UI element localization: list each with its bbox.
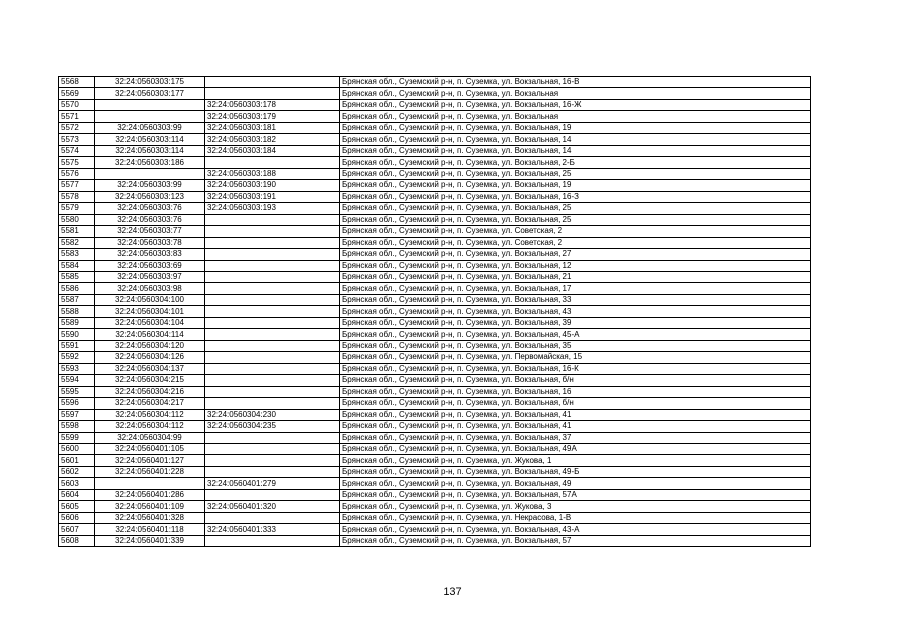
related-cadastral-number-cell: 32:24:0560304:230 <box>205 409 340 420</box>
cadastral-number-cell: 32:24:0560401:328 <box>95 512 205 523</box>
row-number-cell: 5575 <box>59 157 95 168</box>
address-cell: Брянская обл., Суземский р-н, п. Суземка, ул. Вокзальная, 35 <box>340 340 811 351</box>
table-row <box>59 421 811 432</box>
address-cell: Брянская обл., Суземский р-н, п. Суземка, ул. Вокзальная, 19 <box>340 122 811 133</box>
row-number-cell: 5585 <box>59 271 95 282</box>
address-cell: Брянская обл., Суземский р-н, п. Суземка, ул. Вокзальная, 21 <box>340 271 811 282</box>
related-cadastral-number-cell <box>205 352 340 363</box>
related-cadastral-number-cell <box>205 317 340 328</box>
related-cadastral-number-cell <box>205 466 340 477</box>
related-cadastral-number-cell: 32:24:0560303:193 <box>205 203 340 214</box>
table-row <box>59 168 811 179</box>
address-cell: Брянская обл., Суземский р-н, п. Суземка, ул. Вокзальная, 43 <box>340 306 811 317</box>
table-row <box>59 466 811 477</box>
cadastral-number-cell <box>95 168 205 179</box>
address-cell: Брянская обл., Суземский р-н, п. Суземка, ул. Вокзальная, 25 <box>340 168 811 179</box>
row-number-cell: 5596 <box>59 398 95 409</box>
address-cell: Брянская обл., Суземский р-н, п. Суземка, ул. Вокзальная, 43-А <box>340 524 811 535</box>
cadastral-number-cell: 32:24:0560303:177 <box>95 88 205 99</box>
related-cadastral-number-cell <box>205 340 340 351</box>
row-number-cell: 5602 <box>59 466 95 477</box>
cadastral-number-cell <box>95 111 205 122</box>
table-row <box>59 489 811 500</box>
table-row <box>59 398 811 409</box>
row-number-cell: 5597 <box>59 409 95 420</box>
related-cadastral-number-cell: 32:24:0560303:179 <box>205 111 340 122</box>
related-cadastral-number-cell <box>205 294 340 305</box>
row-number-cell: 5607 <box>59 524 95 535</box>
address-cell: Брянская обл., Суземский р-н, п. Суземка, ул. Советская, 2 <box>340 237 811 248</box>
address-cell: Брянская обл., Суземский р-н, п. Суземка, ул. Вокзальная, 14 <box>340 134 811 145</box>
page-number: 137 <box>443 586 462 598</box>
table-row <box>59 271 811 282</box>
row-number-cell: 5584 <box>59 260 95 271</box>
row-number-cell: 5574 <box>59 145 95 156</box>
row-number-cell: 5570 <box>59 99 95 110</box>
cadastral-number-cell: 32:24:0560304:112 <box>95 421 205 432</box>
address-cell: Брянская обл., Суземский р-н, п. Суземка, ул. Вокзальная, 37 <box>340 432 811 443</box>
related-cadastral-number-cell <box>205 329 340 340</box>
table-row <box>59 111 811 122</box>
address-cell: Брянская обл., Суземский р-н, п. Суземка, ул. Вокзальная, 57А <box>340 489 811 500</box>
cadastral-number-cell: 32:24:0560303:99 <box>95 122 205 133</box>
table-row <box>59 432 811 443</box>
address-cell: Брянская обл., Суземский р-н, п. Суземка, ул. Вокзальная, 17 <box>340 283 811 294</box>
table-row <box>59 363 811 374</box>
table-row <box>59 134 811 145</box>
row-number-cell: 5595 <box>59 386 95 397</box>
table-row <box>59 145 811 156</box>
related-cadastral-number-cell <box>205 398 340 409</box>
address-cell: Брянская обл., Суземский р-н, п. Суземка, ул. Вокзальная, 12 <box>340 260 811 271</box>
related-cadastral-number-cell: 32:24:0560303:178 <box>205 99 340 110</box>
table-row <box>59 99 811 110</box>
related-cadastral-number-cell <box>205 535 340 546</box>
table-row <box>59 478 811 489</box>
cadastral-number-cell: 32:24:0560303:186 <box>95 157 205 168</box>
table-row <box>59 214 811 225</box>
address-cell: Брянская обл., Суземский р-н, п. Суземка, ул. Жукова, 3 <box>340 501 811 512</box>
row-number-cell: 5604 <box>59 489 95 500</box>
cadastral-number-cell: 32:24:0560303:76 <box>95 203 205 214</box>
row-number-cell: 5592 <box>59 352 95 363</box>
address-cell: Брянская обл., Суземский р-н, п. Суземка, ул. Вокзальная, 16-К <box>340 363 811 374</box>
address-cell: Брянская обл., Суземский р-н, п. Суземка, ул. Вокзальная, 16-В <box>340 77 811 88</box>
table-row <box>59 329 811 340</box>
table-row <box>59 180 811 191</box>
address-cell: Брянская обл., Суземский р-н, п. Суземка, ул. Вокзальная, 16 <box>340 386 811 397</box>
table-row <box>59 77 811 88</box>
cadastral-number-cell: 32:24:0560401:105 <box>95 444 205 455</box>
row-number-cell: 5579 <box>59 203 95 214</box>
address-cell: Брянская обл., Суземский р-н, п. Суземка, ул. Вокзальная, 49-Б <box>340 466 811 477</box>
row-number-cell: 5583 <box>59 249 95 260</box>
address-cell: Брянская обл., Суземский р-н, п. Суземка, ул. Вокзальная, б/н <box>340 375 811 386</box>
table-row <box>59 352 811 363</box>
cadastral-number-cell: 32:24:0560401:109 <box>95 501 205 512</box>
table-row <box>59 340 811 351</box>
row-number-cell: 5598 <box>59 421 95 432</box>
address-cell: Брянская обл., Суземский р-н, п. Суземка, ул. Вокзальная, 49А <box>340 444 811 455</box>
cadastral-number-cell: 32:24:0560304:104 <box>95 317 205 328</box>
row-number-cell: 5601 <box>59 455 95 466</box>
address-cell: Брянская обл., Суземский р-н, п. Суземка, ул. Вокзальная, б/н <box>340 398 811 409</box>
row-number-cell: 5589 <box>59 317 95 328</box>
cadastral-number-cell: 32:24:0560304:100 <box>95 294 205 305</box>
row-number-cell: 5580 <box>59 214 95 225</box>
table-row <box>59 444 811 455</box>
related-cadastral-number-cell: 32:24:0560303:184 <box>205 145 340 156</box>
related-cadastral-number-cell <box>205 157 340 168</box>
related-cadastral-number-cell <box>205 432 340 443</box>
row-number-cell: 5605 <box>59 501 95 512</box>
address-cell: Брянская обл., Суземский р-н, п. Суземка, ул. Вокзальная, 25 <box>340 214 811 225</box>
row-number-cell: 5599 <box>59 432 95 443</box>
row-number-cell: 5573 <box>59 134 95 145</box>
related-cadastral-number-cell <box>205 386 340 397</box>
cadastral-number-cell: 32:24:0560303:76 <box>95 214 205 225</box>
table-row <box>59 88 811 99</box>
table-row <box>59 122 811 133</box>
cadastral-number-cell: 32:24:0560401:228 <box>95 466 205 477</box>
related-cadastral-number-cell: 32:24:0560401:279 <box>205 478 340 489</box>
row-number-cell: 5590 <box>59 329 95 340</box>
table-row <box>59 283 811 294</box>
address-cell: Брянская обл., Суземский р-н, п. Суземка, ул. Вокзальная, 41 <box>340 421 811 432</box>
address-cell: Брянская обл., Суземский р-н, п. Суземка, ул. Вокзальная <box>340 88 811 99</box>
address-cell: Брянская обл., Суземский р-н, п. Суземка, ул. Вокзальная, 49 <box>340 478 811 489</box>
cadastral-number-cell: 32:24:0560401:286 <box>95 489 205 500</box>
address-cell: Брянская обл., Суземский р-н, п. Суземка, ул. Вокзальная, 25 <box>340 203 811 214</box>
address-cell: Брянская обл., Суземский р-н, п. Суземка, ул. Вокзальная, 39 <box>340 317 811 328</box>
cadastral-number-cell: 32:24:0560304:101 <box>95 306 205 317</box>
related-cadastral-number-cell <box>205 455 340 466</box>
row-number-cell: 5591 <box>59 340 95 351</box>
cadastral-number-cell: 32:24:0560401:118 <box>95 524 205 535</box>
address-cell: Брянская обл., Суземский р-н, п. Суземка, ул. Советская, 2 <box>340 226 811 237</box>
related-cadastral-number-cell <box>205 306 340 317</box>
address-cell: Брянская обл., Суземский р-н, п. Суземка, ул. Вокзальная, 41 <box>340 409 811 420</box>
cadastral-number-cell: 32:24:0560304:112 <box>95 409 205 420</box>
related-cadastral-number-cell: 32:24:0560303:190 <box>205 180 340 191</box>
row-number-cell: 5577 <box>59 180 95 191</box>
address-cell: Брянская обл., Суземский р-н, п. Суземка, ул. Вокзальная, 16-Ж <box>340 99 811 110</box>
cadastral-number-cell: 32:24:0560304:114 <box>95 329 205 340</box>
table-row <box>59 535 811 546</box>
row-number-cell: 5572 <box>59 122 95 133</box>
property-table <box>58 76 811 547</box>
cadastral-number-cell: 32:24:0560304:120 <box>95 340 205 351</box>
address-cell: Брянская обл., Суземский р-н, п. Суземка, ул. Вокзальная, 14 <box>340 145 811 156</box>
related-cadastral-number-cell: 32:24:0560303:181 <box>205 122 340 133</box>
related-cadastral-number-cell <box>205 88 340 99</box>
cadastral-number-cell: 32:24:0560304:126 <box>95 352 205 363</box>
related-cadastral-number-cell <box>205 363 340 374</box>
address-cell: Брянская обл., Суземский р-н, п. Суземка, ул. Вокзальная, 16-З <box>340 191 811 202</box>
row-number-cell: 5578 <box>59 191 95 202</box>
cadastral-number-cell: 32:24:0560303:99 <box>95 180 205 191</box>
row-number-cell: 5571 <box>59 111 95 122</box>
related-cadastral-number-cell: 32:24:0560303:188 <box>205 168 340 179</box>
related-cadastral-number-cell: 32:24:0560401:320 <box>205 501 340 512</box>
address-cell: Брянская обл., Суземский р-н, п. Суземка, ул. Вокзальная, 57 <box>340 535 811 546</box>
property-table-body <box>59 77 811 547</box>
cadastral-number-cell: 32:24:0560304:137 <box>95 363 205 374</box>
related-cadastral-number-cell <box>205 489 340 500</box>
cadastral-number-cell: 32:24:0560304:216 <box>95 386 205 397</box>
address-cell: Брянская обл., Суземский р-н, п. Суземка, ул. Жукова, 1 <box>340 455 811 466</box>
related-cadastral-number-cell: 32:24:0560401:333 <box>205 524 340 535</box>
row-number-cell: 5600 <box>59 444 95 455</box>
cadastral-number-cell: 32:24:0560303:175 <box>95 77 205 88</box>
row-number-cell: 5586 <box>59 283 95 294</box>
cadastral-number-cell: 32:24:0560401:339 <box>95 535 205 546</box>
related-cadastral-number-cell <box>205 226 340 237</box>
address-cell: Брянская обл., Суземский р-н, п. Суземка, ул. Вокзальная, 19 <box>340 180 811 191</box>
table-row <box>59 455 811 466</box>
table-row <box>59 375 811 386</box>
address-cell: Брянская обл., Суземский р-н, п. Суземка, ул. Вокзальная, 27 <box>340 249 811 260</box>
cadastral-number-cell: 32:24:0560303:78 <box>95 237 205 248</box>
table-row <box>59 386 811 397</box>
cadastral-number-cell <box>95 478 205 489</box>
cadastral-number-cell: 32:24:0560401:127 <box>95 455 205 466</box>
row-number-cell: 5594 <box>59 375 95 386</box>
related-cadastral-number-cell <box>205 214 340 225</box>
table-row <box>59 501 811 512</box>
table-row <box>59 203 811 214</box>
row-number-cell: 5576 <box>59 168 95 179</box>
cadastral-number-cell: 32:24:0560304:99 <box>95 432 205 443</box>
cadastral-number-cell: 32:24:0560303:77 <box>95 226 205 237</box>
cadastral-number-cell: 32:24:0560303:97 <box>95 271 205 282</box>
related-cadastral-number-cell <box>205 283 340 294</box>
related-cadastral-number-cell <box>205 249 340 260</box>
related-cadastral-number-cell: 32:24:0560303:182 <box>205 134 340 145</box>
address-cell: Брянская обл., Суземский р-н, п. Суземка, ул. Вокзальная <box>340 111 811 122</box>
cadastral-number-cell: 32:24:0560303:114 <box>95 145 205 156</box>
table-row <box>59 226 811 237</box>
cadastral-number-cell: 32:24:0560303:83 <box>95 249 205 260</box>
related-cadastral-number-cell <box>205 77 340 88</box>
row-number-cell: 5588 <box>59 306 95 317</box>
cadastral-number-cell <box>95 99 205 110</box>
related-cadastral-number-cell <box>205 271 340 282</box>
row-number-cell: 5582 <box>59 237 95 248</box>
related-cadastral-number-cell <box>205 375 340 386</box>
related-cadastral-number-cell <box>205 237 340 248</box>
row-number-cell: 5608 <box>59 535 95 546</box>
table-row <box>59 512 811 523</box>
cadastral-number-cell: 32:24:0560303:98 <box>95 283 205 294</box>
row-number-cell: 5603 <box>59 478 95 489</box>
table-row <box>59 237 811 248</box>
table-row <box>59 249 811 260</box>
table-row <box>59 409 811 420</box>
address-cell: Брянская обл., Суземский р-н, п. Суземка, ул. Вокзальная, 33 <box>340 294 811 305</box>
related-cadastral-number-cell: 32:24:0560303:191 <box>205 191 340 202</box>
cadastral-number-cell: 32:24:0560303:123 <box>95 191 205 202</box>
row-number-cell: 5581 <box>59 226 95 237</box>
cadastral-number-cell: 32:24:0560303:114 <box>95 134 205 145</box>
address-cell: Брянская обл., Суземский р-н, п. Суземка, ул. Первомайская, 15 <box>340 352 811 363</box>
address-cell: Брянская обл., Суземский р-н, п. Суземка, ул. Вокзальная, 2-Б <box>340 157 811 168</box>
table-row <box>59 191 811 202</box>
related-cadastral-number-cell: 32:24:0560304:235 <box>205 421 340 432</box>
row-number-cell: 5587 <box>59 294 95 305</box>
table-row <box>59 260 811 271</box>
cadastral-number-cell: 32:24:0560304:215 <box>95 375 205 386</box>
related-cadastral-number-cell <box>205 444 340 455</box>
table-row <box>59 317 811 328</box>
table-row <box>59 524 811 535</box>
row-number-cell: 5606 <box>59 512 95 523</box>
related-cadastral-number-cell <box>205 260 340 271</box>
address-cell: Брянская обл., Суземский р-н, п. Суземка, ул. Вокзальная, 45-А <box>340 329 811 340</box>
table-row <box>59 294 811 305</box>
row-number-cell: 5568 <box>59 77 95 88</box>
table-row <box>59 157 811 168</box>
row-number-cell: 5593 <box>59 363 95 374</box>
table-row <box>59 306 811 317</box>
address-cell: Брянская обл., Суземский р-н, п. Суземка, ул. Некрасова, 1-В <box>340 512 811 523</box>
cadastral-number-cell: 32:24:0560304:217 <box>95 398 205 409</box>
row-number-cell: 5569 <box>59 88 95 99</box>
related-cadastral-number-cell <box>205 512 340 523</box>
cadastral-number-cell: 32:24:0560303:69 <box>95 260 205 271</box>
